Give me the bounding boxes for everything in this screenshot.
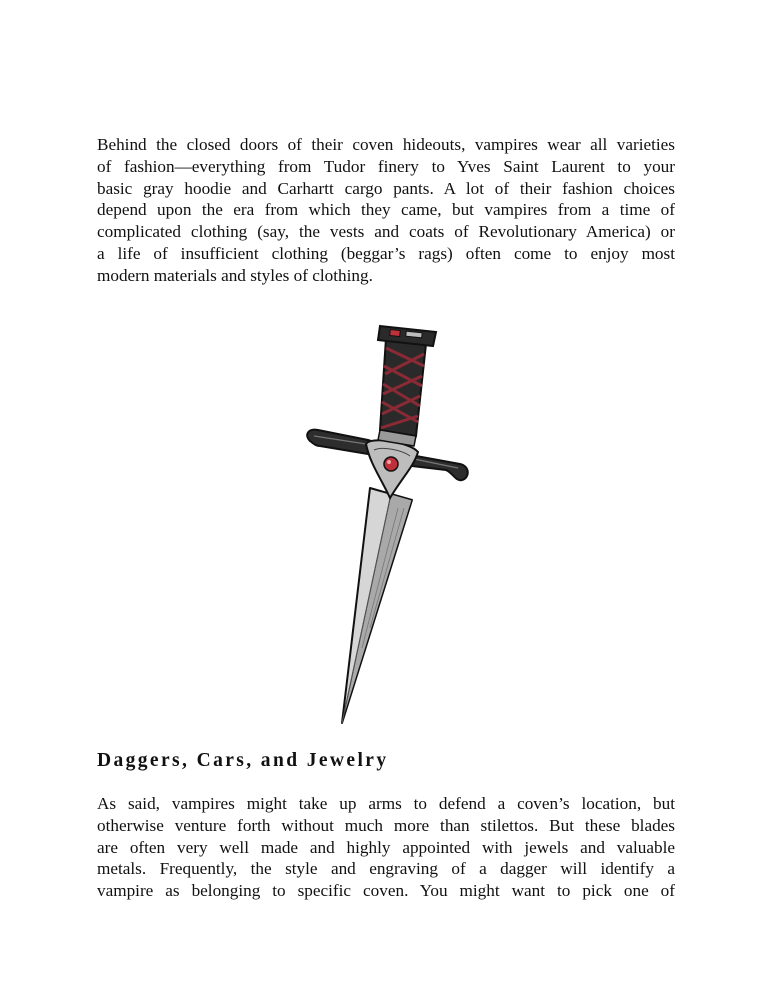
text-line: modern materials and styles of clothing. <box>97 265 373 285</box>
text-line: of fashion—everything from Tudor finery to Yves Saint Laurent to your <box>97 156 675 176</box>
dagger-blade <box>342 488 412 723</box>
paragraph-fashion <box>97 134 675 287</box>
paragraph-daggers <box>97 793 675 902</box>
text-line: depend upon the era from which they came, but vampires from a time of <box>97 200 675 220</box>
text-line: metals. Frequently, the style and engraving of a dagger will identify a <box>97 859 675 879</box>
text-line: otherwise venture forth without much more than stilettos. But these blades <box>97 815 675 835</box>
text-line: As said, vampires might take up arms to defend a coven’s location, but <box>97 794 675 813</box>
text-line: vampire as belonging to specific coven. You might want to pick one of <box>97 881 675 901</box>
jewel-icon <box>384 457 398 471</box>
section-heading: Daggers, Cars, and Jewelry <box>97 750 389 771</box>
dagger-illustration-icon <box>290 318 480 728</box>
text-line: are often very well made and highly appointed with jewels and valuable <box>97 837 675 857</box>
text-line: Behind the closed doors of their coven hideouts, vampires wear all varieties <box>97 135 675 154</box>
text-line: basic gray hoodie and Carhartt cargo pants. A lot of their fashion choices <box>97 178 675 198</box>
dagger-grip <box>378 338 426 446</box>
text-line: complicated clothing (say, the vests and coats of Revolutionary America) or <box>97 222 675 242</box>
text-line: a life of insufficient clothing (beggar’s rags) often come to enjoy most <box>97 243 675 263</box>
